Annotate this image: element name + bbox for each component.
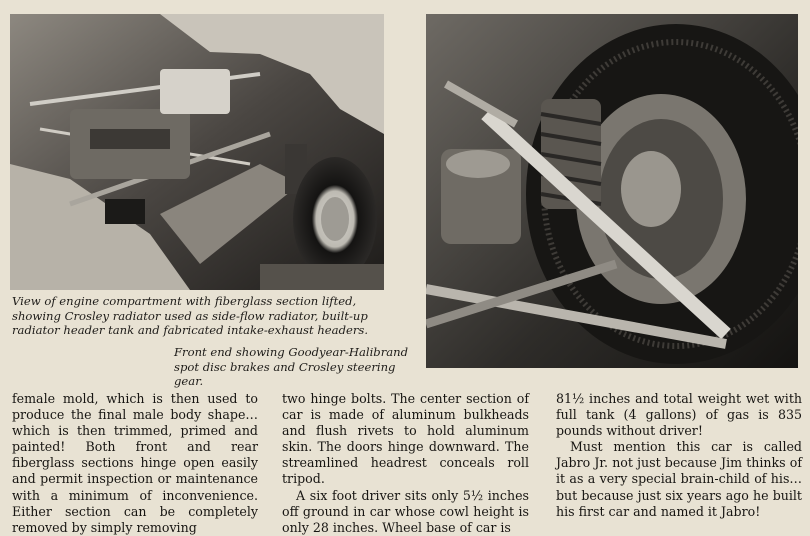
article-paragraph: 81½ inches and total weight wet with full tank (4 gallons) of gas is 835 pounds without driver! [556, 391, 802, 439]
engine-photo-caption: View of engine compartment with fiberglass section lifted, showing Crosley radiator used as side-flow radiator, built-up radiator header tank and fabricated intake-exhaust headers. [12, 294, 369, 337]
article-paragraph: two hinge bolts. The center section of car is made of aluminum bulkheads and flush rivets to hold aluminum skin. The doors hinge downward. The streamlined headrest conceals roll tripod. [282, 391, 529, 487]
article-paragraph: Must mention this car is called Jabro Jr. not just because Jim thinks of it as a very special brain-child of his…but because just six years ago he built his first car and named it Jabro! [556, 439, 802, 519]
article-paragraph: A six foot driver sits only 5½ inches off ground in car whose cowl height is only 28 inches. Wheel base of car is [282, 487, 529, 535]
front-end-photo [426, 14, 798, 368]
article-paragraph: female mold, which is then used to produce the final male body shape…which is then trimmed, primed and painted! Both front and rear fiberglass sections hinge open easily and permit inspection or maintenance with a minimum of inconvenience. Either section can be completely removed by simply removing [12, 391, 258, 535]
article-column-2 [282, 391, 529, 536]
front-photo-caption: Front end showing Goodyear-Halibrand spot disc brakes and Crosley steering gear. [174, 345, 409, 388]
article-column-3 [556, 391, 802, 520]
engine-compartment-photo [10, 14, 384, 290]
article-column-1 [12, 391, 258, 536]
